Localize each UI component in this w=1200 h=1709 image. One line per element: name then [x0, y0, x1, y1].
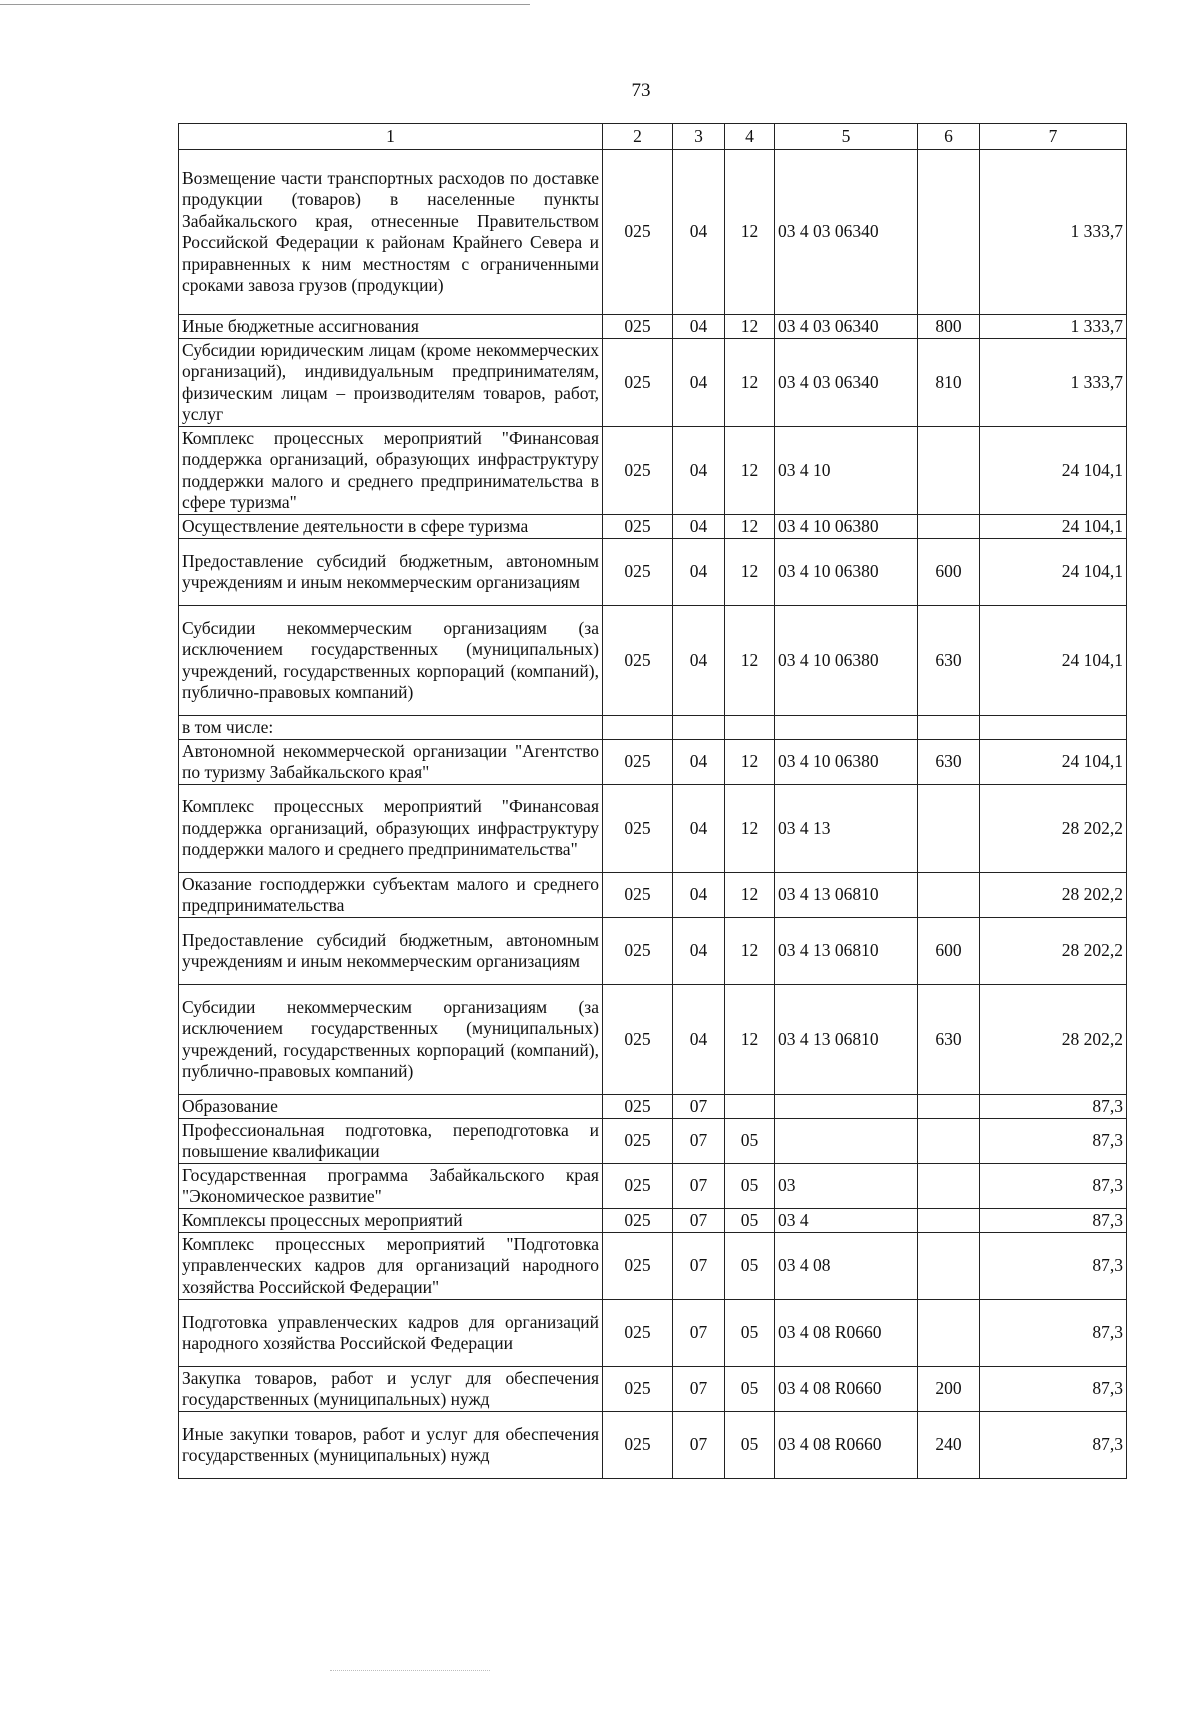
item-name-cell: Иные закупки товаров, работ и услуг для обеспечения государственных (муниципальных) нужд	[179, 1412, 603, 1479]
amount-cell: 87,3	[980, 1164, 1127, 1209]
target-article-code-cell: 03 4 13 06810	[775, 918, 918, 985]
amount-cell: 87,3	[980, 1367, 1127, 1412]
subsection-code-cell: 12	[725, 539, 775, 606]
expense-type-code-cell: 600	[918, 539, 980, 606]
section-code-cell: 04	[673, 873, 725, 918]
table-row	[179, 1164, 1127, 1209]
target-article-code-cell: 03 4 10	[775, 427, 918, 515]
target-article-code-cell: 03 4 03 06340	[775, 150, 918, 315]
amount-cell: 87,3	[980, 1233, 1127, 1300]
table-row	[179, 150, 1127, 315]
ministry-code-cell: 025	[603, 1095, 673, 1119]
table-row	[179, 315, 1127, 339]
target-article-code-cell: 03 4 13	[775, 785, 918, 873]
target-article-code-cell: 03 4 13 06810	[775, 985, 918, 1095]
amount-cell: 87,3	[980, 1095, 1127, 1119]
section-code-cell: 04	[673, 315, 725, 339]
target-article-code-cell: 03	[775, 1164, 918, 1209]
expense-type-code-cell	[918, 427, 980, 515]
item-name-cell: Предоставление субсидий бюджетным, автономным учреждениям и иным некоммерческим организациям	[179, 918, 603, 985]
section-code-cell: 04	[673, 339, 725, 427]
subsection-code-cell: 12	[725, 785, 775, 873]
item-name-cell: Субсидии юридическим лицам (кроме некоммерческих организаций), индивидуальным предпринимателям, физическим лицам – производителям товаров, работ, услуг	[179, 339, 603, 427]
section-code-cell: 04	[673, 785, 725, 873]
section-code-cell: 07	[673, 1119, 725, 1164]
amount-cell: 24 104,1	[980, 539, 1127, 606]
section-code-cell: 04	[673, 539, 725, 606]
section-code-cell: 04	[673, 606, 725, 716]
section-code-cell: 07	[673, 1209, 725, 1233]
table-row	[179, 1209, 1127, 1233]
item-name-cell: Комплекс процессных мероприятий "Финансовая поддержка организаций, образующих инфраструктуру поддержки малого и среднего предпринимательства в сфере туризма"	[179, 427, 603, 515]
column-number-4: 4	[725, 124, 775, 150]
item-name-cell: Комплекс процессных мероприятий "Финансовая поддержка организаций, образующих инфраструктуру поддержки малого и среднего предпринимательства"	[179, 785, 603, 873]
ministry-code-cell: 025	[603, 339, 673, 427]
section-code-cell: 07	[673, 1164, 725, 1209]
amount-cell: 28 202,2	[980, 785, 1127, 873]
scan-noise-dots	[330, 1660, 490, 1671]
expense-type-code-cell: 630	[918, 606, 980, 716]
expense-type-code-cell	[918, 150, 980, 315]
table-row	[179, 785, 1127, 873]
section-code-cell: 04	[673, 918, 725, 985]
amount-cell: 28 202,2	[980, 985, 1127, 1095]
amount-cell: 1 333,7	[980, 315, 1127, 339]
target-article-code-cell: 03 4 08 R0660	[775, 1367, 918, 1412]
expense-type-code-cell: 200	[918, 1367, 980, 1412]
expense-type-code-cell	[918, 1095, 980, 1119]
target-article-code-cell: 03 4 08 R0660	[775, 1412, 918, 1479]
subsection-code-cell: 05	[725, 1209, 775, 1233]
item-name-cell: Возмещение части транспортных расходов по доставке продукции (товаров) в населенные пункты Забайкальского края, отнесенные Правительством Российской Федерации к районам Крайнего Севера и приравненных к ним местностям с ограниченными сроками завоза грузов (продукции)	[179, 150, 603, 315]
table-row	[179, 1300, 1127, 1367]
amount-cell: 24 104,1	[980, 740, 1127, 785]
item-name-cell: Комплекс процессных мероприятий "Подготовка управленческих кадров для организаций народного хозяйства Российской Федерации"	[179, 1233, 603, 1300]
item-name-cell: Субсидии некоммерческим организациям (за исключением государственных (муниципальных) учреждений, государственных корпораций (компаний), публично-правовых компаний)	[179, 606, 603, 716]
expense-type-code-cell	[918, 716, 980, 740]
item-name-cell: Образование	[179, 1095, 603, 1119]
subsection-code-cell: 05	[725, 1164, 775, 1209]
expense-type-code-cell: 600	[918, 918, 980, 985]
section-code-cell	[673, 716, 725, 740]
subsection-code-cell: 12	[725, 427, 775, 515]
column-number-7: 7	[980, 124, 1127, 150]
subsection-code-cell: 05	[725, 1367, 775, 1412]
subsection-code-cell: 05	[725, 1233, 775, 1300]
table-row	[179, 918, 1127, 985]
ministry-code-cell: 025	[603, 1300, 673, 1367]
ministry-code-cell: 025	[603, 740, 673, 785]
amount-cell: 1 333,7	[980, 150, 1127, 315]
ministry-code-cell: 025	[603, 1119, 673, 1164]
amount-cell: 87,3	[980, 1119, 1127, 1164]
section-code-cell: 04	[673, 150, 725, 315]
column-number-3: 3	[673, 124, 725, 150]
ministry-code-cell: 025	[603, 150, 673, 315]
table-row	[179, 539, 1127, 606]
expense-type-code-cell: 240	[918, 1412, 980, 1479]
item-name-cell: Закупка товаров, работ и услуг для обеспечения государственных (муниципальных) нужд	[179, 1367, 603, 1412]
column-number-2: 2	[603, 124, 673, 150]
section-code-cell: 04	[673, 515, 725, 539]
top-scan-rule	[0, 4, 530, 5]
item-name-cell: Государственная программа Забайкальского края "Экономическое развитие"	[179, 1164, 603, 1209]
table-row	[179, 606, 1127, 716]
amount-cell	[980, 716, 1127, 740]
item-name-cell: Профессиональная подготовка, переподготовка и повышение квалификации	[179, 1119, 603, 1164]
target-article-code-cell: 03 4 10 06380	[775, 515, 918, 539]
target-article-code-cell	[775, 1119, 918, 1164]
table-row	[179, 985, 1127, 1095]
section-code-cell: 07	[673, 1300, 725, 1367]
subsection-code-cell: 12	[725, 515, 775, 539]
section-code-cell: 07	[673, 1367, 725, 1412]
amount-cell: 28 202,2	[980, 918, 1127, 985]
subsection-code-cell: 12	[725, 150, 775, 315]
subsection-code-cell: 12	[725, 339, 775, 427]
column-number-row	[179, 124, 1127, 150]
target-article-code-cell: 03 4 08 R0660	[775, 1300, 918, 1367]
subsection-code-cell: 12	[725, 918, 775, 985]
target-article-code-cell: 03 4 03 06340	[775, 339, 918, 427]
ministry-code-cell: 025	[603, 515, 673, 539]
table-row	[179, 1367, 1127, 1412]
expense-type-code-cell	[918, 785, 980, 873]
table-row	[179, 427, 1127, 515]
item-name-cell: Предоставление субсидий бюджетным, автономным учреждениям и иным некоммерческим организациям	[179, 539, 603, 606]
expense-type-code-cell	[918, 1119, 980, 1164]
item-name-cell: Осуществление деятельности в сфере туризма	[179, 515, 603, 539]
expense-type-code-cell: 630	[918, 985, 980, 1095]
budget-table	[178, 123, 1127, 1479]
section-code-cell: 04	[673, 985, 725, 1095]
expense-type-code-cell: 630	[918, 740, 980, 785]
ministry-code-cell: 025	[603, 1209, 673, 1233]
table-row	[179, 1412, 1127, 1479]
ministry-code-cell: 025	[603, 1412, 673, 1479]
target-article-code-cell: 03 4 03 06340	[775, 315, 918, 339]
ministry-code-cell: 025	[603, 985, 673, 1095]
expense-type-code-cell: 810	[918, 339, 980, 427]
ministry-code-cell: 025	[603, 315, 673, 339]
subsection-code-cell: 12	[725, 873, 775, 918]
page-number: 73	[631, 80, 651, 101]
amount-cell: 87,3	[980, 1412, 1127, 1479]
ministry-code-cell: 025	[603, 918, 673, 985]
budget-table-body	[179, 124, 1127, 1479]
item-name-cell: Автономной некоммерческой организации "Агентство по туризму Забайкальского края"	[179, 740, 603, 785]
ministry-code-cell: 025	[603, 539, 673, 606]
ministry-code-cell: 025	[603, 1164, 673, 1209]
subsection-code-cell: 12	[725, 315, 775, 339]
subsection-code-cell	[725, 1095, 775, 1119]
subsection-code-cell: 05	[725, 1119, 775, 1164]
expense-type-code-cell	[918, 515, 980, 539]
column-number-1: 1	[179, 124, 603, 150]
item-name-cell: Иные бюджетные ассигнования	[179, 315, 603, 339]
subsection-code-cell	[725, 716, 775, 740]
subsection-code-cell: 05	[725, 1300, 775, 1367]
ministry-code-cell: 025	[603, 606, 673, 716]
expense-type-code-cell	[918, 1233, 980, 1300]
table-row	[179, 339, 1127, 427]
amount-cell: 87,3	[980, 1209, 1127, 1233]
item-name-cell: в том числе:	[179, 716, 603, 740]
target-article-code-cell	[775, 1095, 918, 1119]
section-code-cell: 04	[673, 740, 725, 785]
section-code-cell: 04	[673, 427, 725, 515]
subsection-code-cell: 12	[725, 740, 775, 785]
item-name-cell: Подготовка управленческих кадров для организаций народного хозяйства Российской Федерации	[179, 1300, 603, 1367]
expense-type-code-cell	[918, 873, 980, 918]
subsection-code-cell: 12	[725, 985, 775, 1095]
item-name-cell: Субсидии некоммерческим организациям (за исключением государственных (муниципальных) учреждений, государственных корпораций (компаний), публично-правовых компаний)	[179, 985, 603, 1095]
table-row	[179, 740, 1127, 785]
amount-cell: 87,3	[980, 1300, 1127, 1367]
section-code-cell: 07	[673, 1095, 725, 1119]
column-number-6: 6	[918, 124, 980, 150]
item-name-cell: Комплексы процессных мероприятий	[179, 1209, 603, 1233]
amount-cell: 28 202,2	[980, 873, 1127, 918]
amount-cell: 1 333,7	[980, 339, 1127, 427]
expense-type-code-cell	[918, 1300, 980, 1367]
table-row	[179, 716, 1127, 740]
target-article-code-cell: 03 4 08	[775, 1233, 918, 1300]
table-row	[179, 1095, 1127, 1119]
target-article-code-cell: 03 4 10 06380	[775, 539, 918, 606]
target-article-code-cell: 03 4	[775, 1209, 918, 1233]
table-row	[179, 1119, 1127, 1164]
subsection-code-cell: 05	[725, 1412, 775, 1479]
ministry-code-cell: 025	[603, 1233, 673, 1300]
target-article-code-cell: 03 4 10 06380	[775, 740, 918, 785]
amount-cell: 24 104,1	[980, 515, 1127, 539]
amount-cell: 24 104,1	[980, 427, 1127, 515]
expense-type-code-cell: 800	[918, 315, 980, 339]
section-code-cell: 07	[673, 1233, 725, 1300]
ministry-code-cell: 025	[603, 427, 673, 515]
ministry-code-cell	[603, 716, 673, 740]
target-article-code-cell: 03 4 10 06380	[775, 606, 918, 716]
item-name-cell: Оказание господдержки субъектам малого и среднего предпринимательства	[179, 873, 603, 918]
expense-type-code-cell	[918, 1164, 980, 1209]
ministry-code-cell: 025	[603, 873, 673, 918]
ministry-code-cell: 025	[603, 785, 673, 873]
expense-type-code-cell	[918, 1209, 980, 1233]
subsection-code-cell: 12	[725, 606, 775, 716]
ministry-code-cell: 025	[603, 1367, 673, 1412]
amount-cell: 24 104,1	[980, 606, 1127, 716]
column-number-5: 5	[775, 124, 918, 150]
target-article-code-cell	[775, 716, 918, 740]
section-code-cell: 07	[673, 1412, 725, 1479]
target-article-code-cell: 03 4 13 06810	[775, 873, 918, 918]
table-row	[179, 515, 1127, 539]
table-row	[179, 1233, 1127, 1300]
table-row	[179, 873, 1127, 918]
